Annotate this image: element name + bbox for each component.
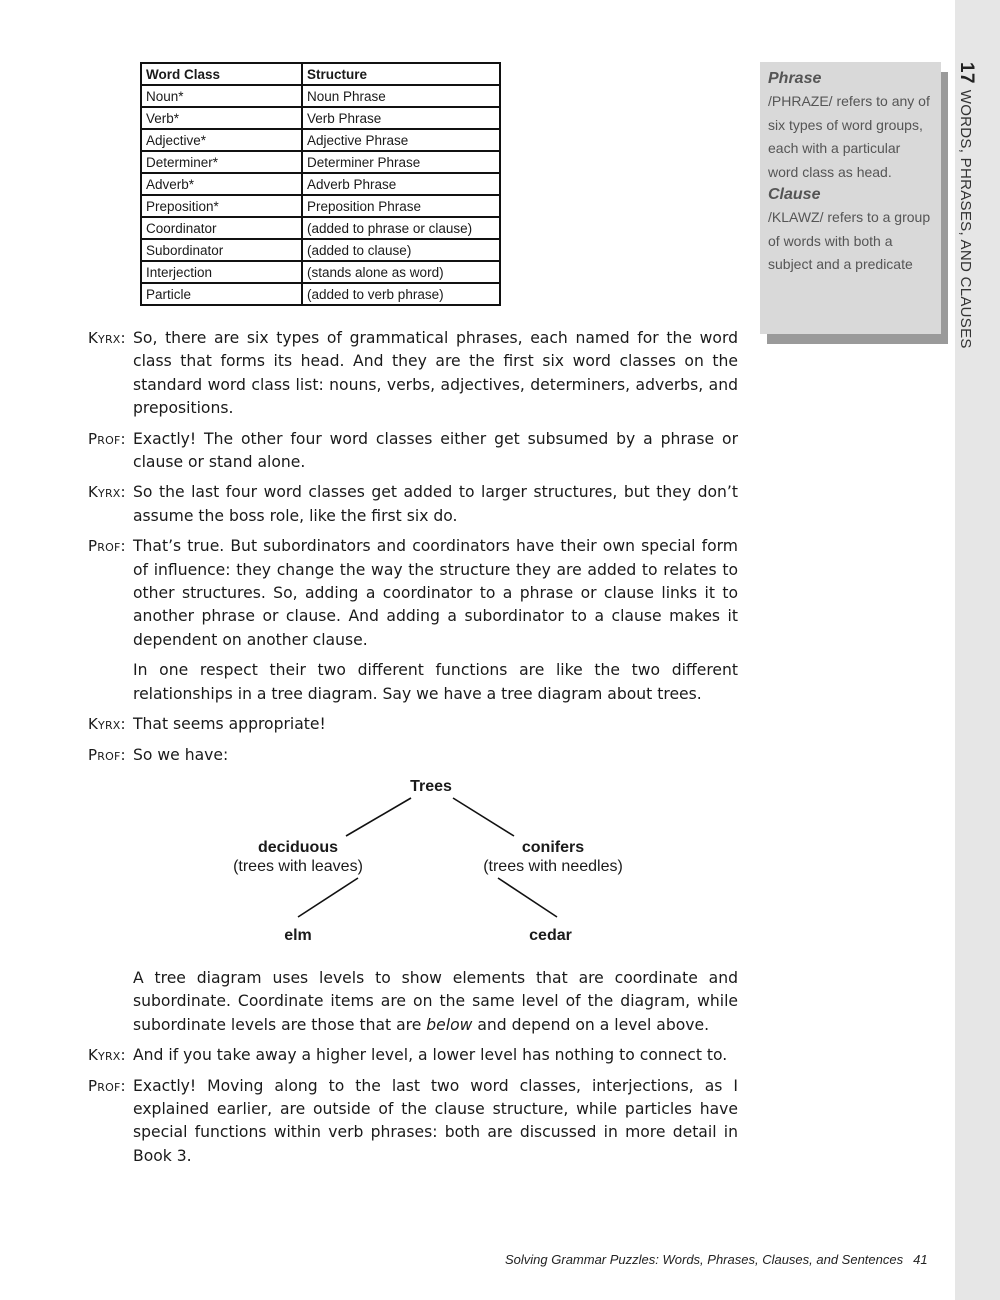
dialogue-turn	[88, 713, 738, 736]
dialogue-turn	[88, 481, 738, 528]
tree-node-label: Trees	[410, 777, 452, 795]
dialogue-turn	[88, 1044, 738, 1067]
speaker-label: Kyrx:	[88, 1046, 126, 1065]
tree-edge	[498, 878, 557, 917]
table-row	[141, 261, 500, 283]
dialogue-text: That seems appropriate!	[133, 715, 326, 734]
speaker-label: Kyrx:	[88, 715, 126, 734]
tree-diagram	[88, 774, 738, 959]
dialogue-text	[133, 967, 738, 1037]
table-cell: Coordinator	[141, 217, 302, 239]
table-row	[141, 129, 500, 151]
tree-node-note: (trees with needles)	[483, 857, 623, 875]
table-row	[141, 195, 500, 217]
dialogue-text: So we have:	[133, 745, 229, 764]
dialogue-turn	[88, 535, 738, 652]
tree-leaf-right	[508, 926, 593, 945]
table-row	[141, 107, 500, 129]
table-cell: (added to phrase or clause)	[302, 217, 500, 239]
table-cell: Noun*	[141, 85, 302, 107]
speaker-label: Prof:	[88, 1076, 126, 1095]
glossary-definition: /PHRAZE/ refers to any of six types of word groups, each with a particular word class as head.	[768, 93, 930, 180]
table-cell: Determiner*	[141, 151, 302, 173]
table-cell: Determiner Phrase	[302, 151, 500, 173]
dialogue-turn	[88, 1075, 738, 1169]
table-cell: (stands alone as word)	[302, 261, 500, 283]
chapter-side-label	[955, 62, 977, 349]
glossary-definition: /KLAWZ/ refers to a group of words with both a subject and a predicate	[768, 209, 931, 272]
table-row	[141, 239, 500, 261]
tree-leaf-left	[258, 926, 338, 945]
table-cell: Verb*	[141, 107, 302, 129]
table-cell: (added to verb phrase)	[302, 283, 500, 305]
speaker-label: Kyrx:	[88, 483, 126, 502]
glossary-box	[760, 62, 941, 334]
dialogue-continuation	[88, 659, 738, 706]
tree-root	[381, 777, 481, 796]
dialogue-turn	[88, 327, 738, 421]
dialogue-turn	[88, 744, 738, 767]
table-cell: Adverb Phrase	[302, 173, 500, 195]
chapter-number: 17	[956, 62, 977, 84]
table-cell: Subordinator	[141, 239, 302, 261]
dialogue-text: So, there are six types of grammatical phrases, each named for the word class that forms its head. And they are the first six word classes on the standard word class list: nouns, verbs, adjectives, determiners, adverbs, and prepositions.	[133, 329, 738, 418]
dialogue-continuation	[88, 967, 738, 1037]
table-header-row	[141, 63, 500, 85]
table-cell: Noun Phrase	[302, 85, 500, 107]
table-row	[141, 283, 500, 305]
table-cell: Preposition*	[141, 195, 302, 217]
table-cell: Adverb*	[141, 173, 302, 195]
emphasis-text: below	[426, 1015, 473, 1034]
dialogue-text: That’s true. But subordinators and coordinators have their own special form of influence: they change the way the structure they are added to relates to other structures. So, adding a coordinator to a phrase or clause links it to another phrase or clause. And adding a subordinator to a clause makes it dependent on another clause.	[133, 537, 738, 649]
table-cell: Verb Phrase	[302, 107, 500, 129]
speaker-label: Kyrx:	[88, 329, 126, 347]
dialogue-body	[88, 327, 738, 1175]
speaker-label: Prof:	[88, 429, 126, 448]
dialogue-text: And if you take away a higher level, a lower level has nothing to connect to.	[133, 1046, 728, 1065]
table-cell: Adjective Phrase	[302, 129, 500, 151]
table-header: Structure	[302, 63, 500, 85]
dialogue-text: So the last four word classes get added to larger structures, but they don’t assume the boss role, like the first six do.	[133, 483, 738, 525]
page-number: 41	[913, 1252, 928, 1267]
table-cell: (added to clause)	[302, 239, 500, 261]
glossary-term: Phrase	[768, 70, 822, 87]
table-cell: Particle	[141, 283, 302, 305]
text-run: and depend on a level above.	[472, 1015, 710, 1034]
glossary-term: Clause	[768, 186, 821, 203]
tree-node-label: cedar	[529, 926, 572, 944]
table-row	[141, 217, 500, 239]
dialogue-turn	[88, 428, 738, 475]
dialogue-text: Exactly! The other four word classes either get subsumed by a phrase or clause or stand alone.	[133, 429, 738, 472]
dialogue-text: Exactly! Moving along to the last two word classes, interjections, as I explained earlier, are outside of the clause structure, while particles have special functions within verb phrases: both are discussed in more detail in Book 3.	[133, 1076, 738, 1165]
table-row	[141, 151, 500, 173]
table-cell: Adjective*	[141, 129, 302, 151]
tree-edge	[298, 878, 358, 917]
table-cell: Interjection	[141, 261, 302, 283]
tree-node-label: elm	[284, 926, 312, 944]
tree-node-left	[198, 838, 398, 876]
tree-edge	[346, 798, 411, 836]
chapter-title: WORDS, PHRASES, AND CLAUSES	[957, 89, 974, 349]
book-title: Solving Grammar Puzzles: Words, Phrases, Clauses, and Sentences	[505, 1252, 904, 1267]
tree-node-label: deciduous	[257, 838, 338, 856]
table-cell: Preposition Phrase	[302, 195, 500, 217]
speaker-label: Prof:	[88, 537, 126, 556]
word-class-table	[140, 62, 501, 306]
speaker-label: Prof:	[88, 745, 126, 764]
text-run: A tree diagram uses levels to show elements that are coordinate and subordinate. Coordinate items are on the same level of the diagram, while subordinate levels are those that are	[133, 968, 738, 1034]
table-header: Word Class	[141, 63, 302, 85]
table-row	[141, 173, 500, 195]
tree-node-note: (trees with leaves)	[233, 857, 363, 875]
tree-node-label: conifers	[521, 838, 585, 856]
page-footer	[505, 1252, 928, 1267]
table-row	[141, 85, 500, 107]
tree-edge	[453, 798, 514, 836]
dialogue-text: In one respect their two different functions are like the two different relationships in a tree diagram. Say we have a tree diagram about trees.	[133, 661, 738, 703]
tree-node-right	[443, 838, 663, 876]
